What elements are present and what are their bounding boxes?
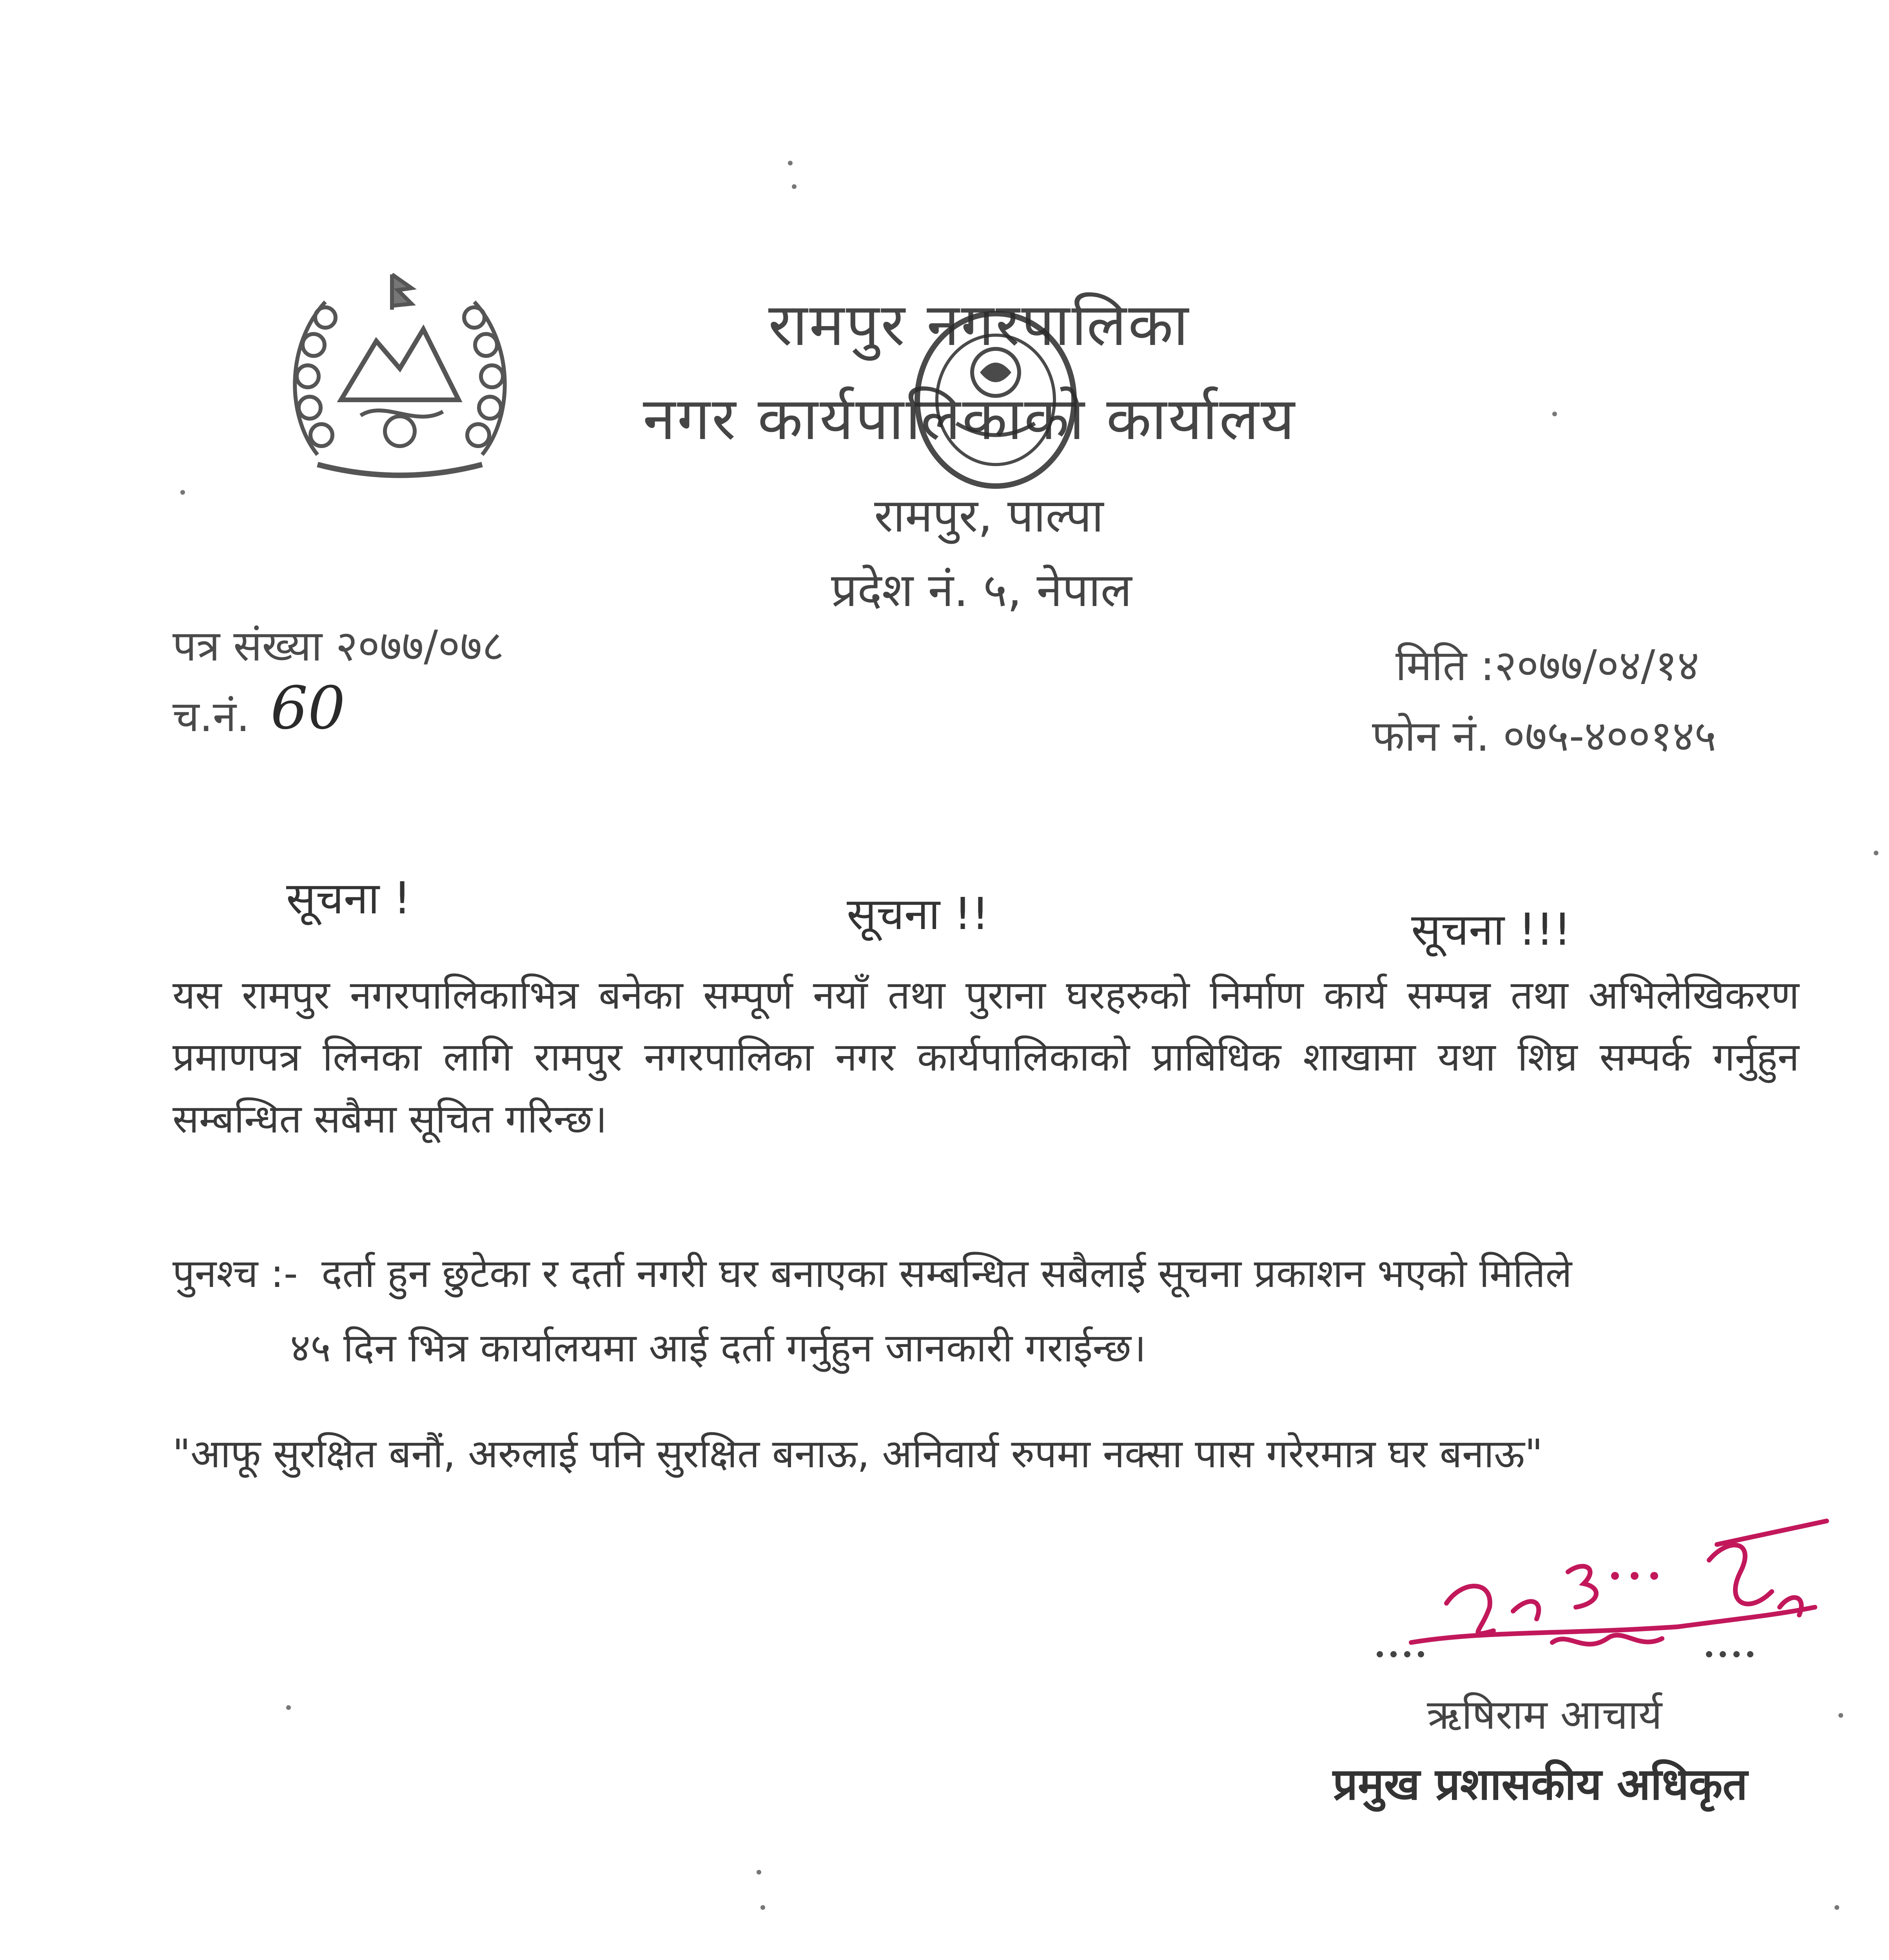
postscript-line-1: दर्ता हुन छुटेका र दर्ता नगरी घर बनाएका सम्बन्धित सबैलाई सूचना प्रकाशन भएको मितिले bbox=[321, 1250, 1572, 1296]
dispatch-number-value: 60 bbox=[270, 674, 345, 742]
office-location: रामपुर, पाल्पा bbox=[874, 488, 1104, 543]
postscript-label: पुनश्च :- bbox=[172, 1250, 298, 1296]
office-unit: नगर कार्यपालिकाको कार्यालय bbox=[643, 385, 1296, 453]
office-name: रामपुर नगरपालिका bbox=[768, 291, 1190, 359]
notice-heading-2: सूचना !! bbox=[847, 889, 989, 940]
signatory-name: ऋषिराम आचार्य bbox=[1427, 1691, 1662, 1739]
signatory-title: प्रमुख प्रशासकीय अधिकृत bbox=[1333, 1759, 1748, 1810]
notice-heading-1: सूचना ! bbox=[286, 873, 411, 924]
office-stamp-icon bbox=[909, 306, 1082, 494]
letter-date: मिति :२०७७/०४/१४ bbox=[1395, 641, 1699, 690]
office-phone: फोन नं. ०७५-४००१४५ bbox=[1372, 712, 1717, 761]
office-province: प्रदेश नं. ५, नेपाल bbox=[831, 563, 1132, 617]
letter-number: पत्र संख्या २०७७/०७८ bbox=[172, 622, 504, 671]
signature-icon bbox=[1364, 1513, 1858, 1701]
slogan: "आफू सुरक्षित बनौं, अरुलाई पनि सुरक्षित बनाऊ, अनिवार्य रुपमा नक्सा पास गरेरमात्र घर बनाऊ" bbox=[172, 1431, 1543, 1477]
nepal-emblem-icon bbox=[274, 251, 525, 494]
notice-heading-3: सूचना !!! bbox=[1411, 904, 1571, 955]
dispatch-number-label: च.नं. bbox=[172, 692, 250, 741]
notice-body-paragraph: यस रामपुर नगरपालिकाभित्र बनेका सम्पूर्ण नयाँ तथा पुराना घरहरुको निर्माण कार्य सम्पन्न तथा अभिलेखिकरण प्रमाणपत्र लिनका लागि रामपुर नगरपालिका नगर कार्यपालिकाको प्राबिधिक शाखामा यथा शिघ्र सम्पर्क गर्नुहुन सम्बन्धित सबैमा सूचित गरिन्छ। bbox=[172, 972, 1799, 1142]
postscript-line-2: ४५ दिन भित्र कार्यालयमा आई दर्ता गर्नुहुन जानकारी गराईन्छ। bbox=[290, 1325, 1146, 1371]
